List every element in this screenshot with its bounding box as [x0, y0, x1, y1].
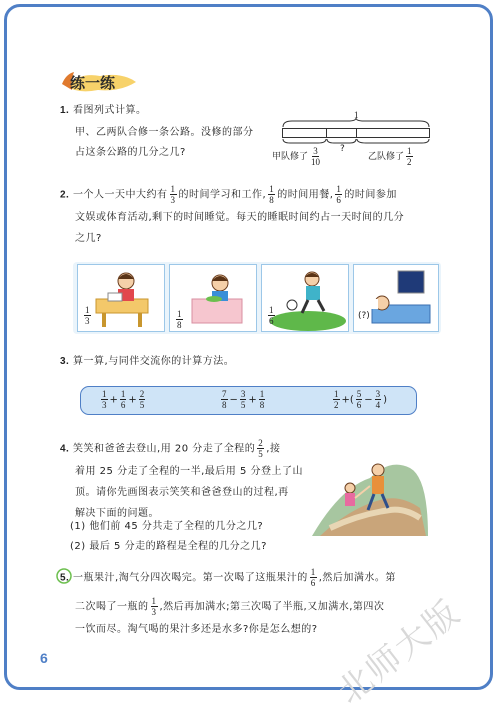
q1-unknown-label: ? [340, 144, 345, 154]
q1-prompt: 看图列式计算。 [73, 105, 147, 116]
q4-fraction: $\frac{2}{5}$ [258, 438, 264, 459]
q1-team-b-label: 乙队修了 $\frac{1}{2}$ [368, 146, 412, 167]
q4-sub1: (1) 他们前 45 分共走了全程的几分之几? [70, 521, 264, 532]
q2-fraction-play: $\frac{1}{6}$ [336, 184, 342, 205]
q2-panel-study [77, 264, 165, 332]
q2-day-illustration [73, 262, 441, 334]
q4-sub2: (2) 最后 5 分走的路程是全程的几分之几? [70, 541, 267, 552]
q1-line1: 甲、乙两队合修一条公路。没修的部分 [75, 127, 254, 138]
q5-line1: 5. 一瓶果汁,淘气分四次喝完。第一次喝了这瓶果汁的 $\frac{1}{6}$ ,然后加满水。第 [60, 567, 396, 588]
q5-fraction-2: $\frac{1}{3}$ [151, 596, 157, 617]
q1-line2: 占这条公路的几分之几? [75, 147, 186, 158]
q1-segment-diagram [272, 110, 430, 172]
sleeping-child-icon [354, 265, 438, 331]
q3-expressions-box [80, 386, 417, 415]
q1-team-b-fraction: $\frac{1}{2}$ [407, 146, 412, 167]
q2-panel-eat [169, 264, 257, 332]
q2-label-sleep: (?) [358, 311, 370, 321]
q5-fraction-1: $\frac{1}{6}$ [310, 567, 316, 588]
q4-line3: 顶。请你先画图表示笑笑和爸爸登山的过程,再 [75, 487, 289, 498]
q1-team-a-label: 甲队修了 $\frac{3}{10}$ [272, 146, 321, 167]
q2-panel-sleep [353, 264, 439, 332]
q1-team-a-fraction: $\frac{3}{10}$ [311, 146, 321, 167]
q2-fraction-eat: $\frac{1}{8}$ [269, 184, 275, 205]
q1-heading [60, 101, 147, 121]
q5-number: 5. [60, 572, 70, 584]
q3-expression-2: $\frac{7}{8}$ − $\frac{3}{5}$ + $\frac{1}{8}$ [222, 389, 265, 410]
q2-line2: 文娱或体育活动,剩下的时间睡觉。每天的睡眠时间约占一天时间的几分 [75, 212, 405, 223]
q1-number: 1. [60, 105, 70, 116]
q4-line1: 4. 笑笑和爸爸去登山,用 20 分走了全程的 $\frac{2}{5}$ ,接 [60, 438, 281, 459]
q1-divider-a [326, 128, 327, 138]
section-title: 练一练 [70, 74, 116, 92]
q2-fraction-study: $\frac{1}{3}$ [170, 184, 176, 205]
q3-number: 3. [60, 356, 70, 367]
q2-number: 2. [60, 189, 70, 201]
q3-prompt: 算一算,与同伴交流你的计算方法。 [73, 356, 235, 367]
publisher-watermark: 北师大版 [330, 592, 469, 713]
q3-heading [60, 352, 234, 372]
q2-line1: 2. 一个人一天中大约有 $\frac{1}{3}$ 的时间学习和工作, $\frac{1}{8}$ 的时间用餐, $\frac{1}{6}$ 的时间参加 [60, 184, 397, 205]
q2-panel-play [261, 264, 349, 332]
q3-expression-3: $\frac{1}{2}$ +( $\frac{5}{6}$ − $\frac{3}{4}$ ) [334, 389, 388, 410]
q5-line3: 一饮而尽。淘气喝的果汁多还是水多?你是怎么想的? [75, 624, 318, 635]
q1-total-label: 1 [354, 110, 359, 120]
q5-line2: 二次喝了一瓶的 $\frac{1}{3}$ ,然后再加满水;第三次喝了半瓶,又加满水,第四次 [75, 596, 385, 617]
q4-line4: 解决下面的问题。 [75, 508, 159, 519]
q1-divider-b [356, 128, 357, 138]
q1-lower-braces [282, 138, 430, 146]
q2-label-play: $\frac{1}{6}$ [269, 305, 274, 326]
page-number: 6 [40, 650, 48, 666]
q2-label-study: $\frac{1}{3}$ [85, 305, 90, 326]
q1-total-brace [282, 118, 430, 128]
q2-label-eat: $\frac{1}{8}$ [177, 309, 182, 330]
q4-number: 4. [60, 443, 70, 455]
q3-expression-1: $\frac{1}{3}$ + $\frac{1}{6}$ + $\frac{2}{5}$ [102, 389, 145, 410]
q2-line3: 之几? [75, 233, 102, 244]
q4-line2: 着用 25 分走了全程的一半,最后用 5 分登上了山 [75, 466, 303, 477]
hiking-illustration [310, 448, 430, 540]
